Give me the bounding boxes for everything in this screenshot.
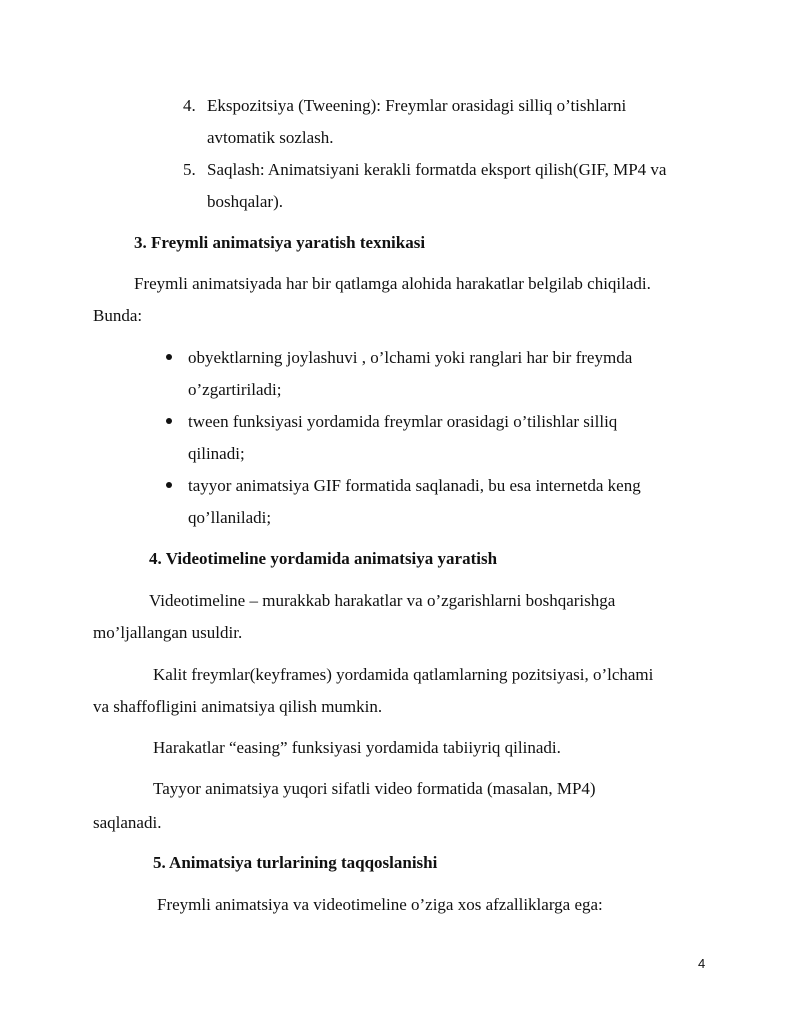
bullet-icon	[166, 482, 172, 488]
bullet-icon	[166, 418, 172, 424]
bullet-icon	[166, 354, 172, 360]
list-item-5-line2: boshqalar).	[207, 192, 284, 211]
section-4-p4-line2: saqlanadi.	[93, 813, 162, 832]
section-3-paragraph-line1: Freymli animatsiyada har bir qatlamga alohida harakatlar belgilab chiqiladi.	[134, 274, 651, 293]
section-3-paragraph-line2: Bunda:	[93, 306, 143, 325]
bullet-item-1-line1: obyektlarning joylashuvi , o’lchami yoki ranglari har bir freymda	[188, 348, 633, 367]
section-4-p1-line2: mo’ljallangan usuldir.	[93, 623, 243, 642]
section-4-p3-line1: Harakatlar “easing” funksiyasi yordamida tabiiyriq qilinadi.	[153, 738, 561, 757]
section-4-p2-line2: va shaffofligini animatsiya qilish mumkin.	[93, 697, 383, 716]
list-number-4: 4.	[183, 96, 196, 115]
section-4-p1-line1: Videotimeline – murakkab harakatlar va o’zgarishlarni boshqarishga	[149, 591, 616, 610]
section-4-p4-line1: Tayyor animatsiya yuqori sifatli video formatida (masalan, MP4)	[153, 779, 596, 798]
list-item-4-line1: Ekspozitsiya (Tweening): Freymlar orasidagi silliq o’tishlarni	[207, 96, 627, 115]
bullet-item-2-line1: tween funksiyasi yordamida freymlar orasidagi o’tilishlar silliq	[188, 412, 618, 431]
bullet-item-1-line2: o’zgartiriladi;	[188, 380, 282, 399]
section-5-p1-line1: Freymli animatsiya va videotimeline o’ziga xos afzalliklarga ega:	[157, 895, 603, 914]
section-4-heading: 4. Videotimeline yordamida animatsiya yaratish	[149, 549, 498, 568]
section-3-heading: 3. Freymli animatsiya yaratish texnikasi	[134, 233, 426, 252]
list-number-5: 5.	[183, 160, 196, 179]
bullet-item-3-line2: qo’llaniladi;	[188, 508, 272, 527]
section-4-p2-line1: Kalit freymlar(keyframes) yordamida qatlamlarning pozitsiyasi, o’lchami	[153, 665, 654, 684]
bullet-item-2-line2: qilinadi;	[188, 444, 245, 463]
bullet-item-3-line1: tayyor animatsiya GIF formatida saqlanadi, bu esa internetda keng	[188, 476, 641, 495]
page-number: 4	[698, 956, 706, 971]
list-item-4-line2: avtomatik sozlash.	[207, 128, 334, 147]
list-item-5-line1: Saqlash: Animatsiyani kerakli formatda eksport qilish(GIF, MP4 va	[207, 160, 667, 179]
section-5-heading: 5. Animatsiya turlarining taqqoslanishi	[153, 853, 438, 872]
